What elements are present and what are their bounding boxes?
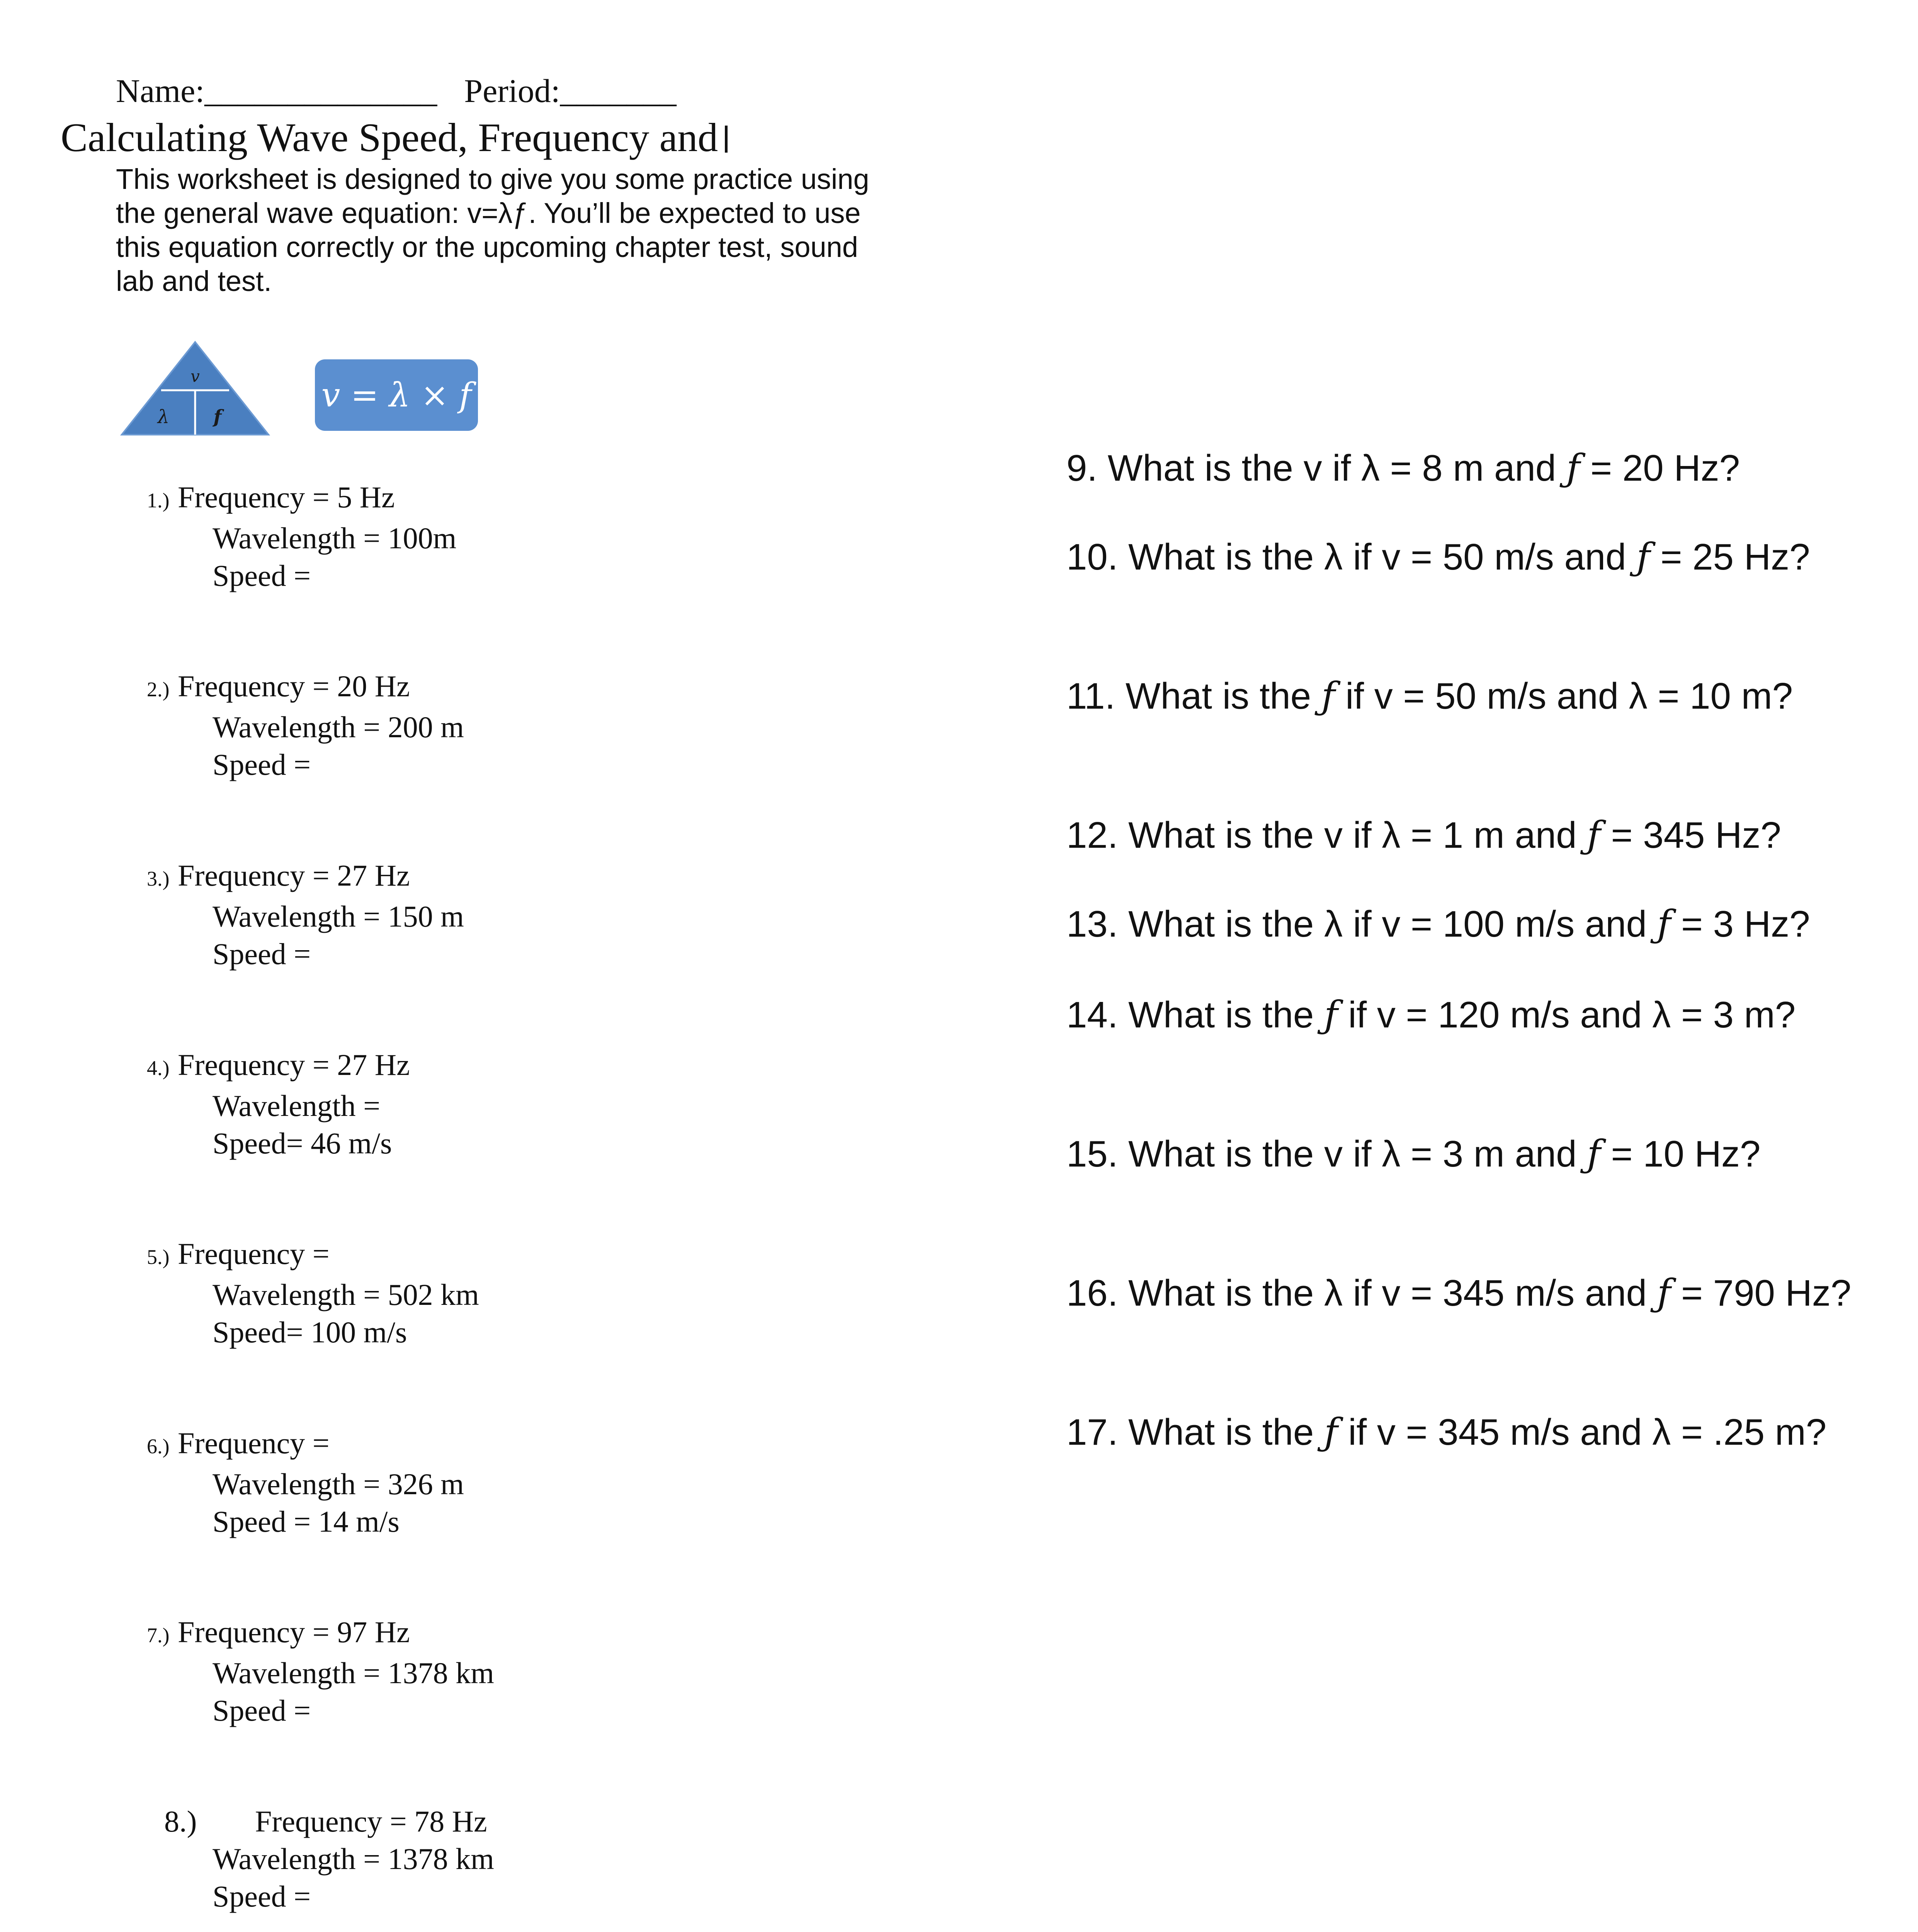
f-symbol: ƒ: [1657, 1271, 1671, 1315]
f-symbol: ƒ: [1657, 902, 1671, 946]
question-text-start: 12. What is the v if λ = 1 m and: [1066, 815, 1587, 856]
problem-6: [147, 1424, 464, 1540]
question-text-end: = 25 Hz?: [1650, 536, 1810, 578]
problem-number: 7.): [147, 1624, 170, 1647]
question-14: [1066, 993, 1796, 1036]
problem-number: 5.): [147, 1245, 170, 1269]
f-symbol: ƒ: [1587, 1132, 1601, 1175]
question-text-end: = 3 Hz?: [1671, 903, 1810, 945]
problem-speed: Speed= 46 m/s: [213, 1126, 392, 1160]
question-text-start: 14. What is the: [1066, 994, 1324, 1036]
question-12: [1066, 813, 1781, 857]
problem-frequency: Frequency = 20 Hz: [178, 669, 410, 703]
problem-number: 8.): [164, 1804, 197, 1838]
problem-wavelength: Wavelength = 1378 km: [213, 1656, 494, 1690]
problem-frequency: Frequency = 27 Hz: [178, 1048, 410, 1082]
question-15: [1066, 1132, 1760, 1175]
title-text: Calculating Wave Speed, Frequency and: [61, 115, 718, 160]
problem-frequency: Frequency = 27 Hz: [178, 859, 410, 892]
problem-number: 1.): [147, 489, 170, 512]
question-11: [1066, 674, 1793, 718]
problem-frequency: Frequency = 5 Hz: [178, 480, 395, 514]
problem-frequency: Frequency = 97 Hz: [178, 1615, 410, 1649]
triangle-v: v: [190, 367, 200, 386]
problem-wavelength: Wavelength = 502 km: [213, 1278, 479, 1311]
f-symbol: ƒ: [1566, 446, 1580, 490]
problem-8: [147, 1803, 494, 1915]
problem-number: 6.): [147, 1435, 170, 1458]
problem-2: [147, 667, 464, 783]
page-title: [61, 114, 728, 161]
problem-speed: Speed =: [213, 1694, 311, 1727]
triangle-f: f: [213, 406, 222, 428]
problem-speed: Speed =: [213, 1879, 311, 1913]
question-text-start: 13. What is the λ if v = 100 m/s and: [1066, 903, 1657, 945]
question-text-end: = 790 Hz?: [1671, 1272, 1852, 1314]
wave-triangle-icon: [118, 336, 272, 439]
problem-wavelength: Wavelength = 200 m: [213, 710, 464, 744]
f-symbol: ƒ: [1321, 674, 1335, 718]
question-text-start: 15. What is the v if λ = 3 m and: [1066, 1133, 1587, 1175]
question-text-start: 9. What is the v if λ = 8 m and: [1066, 447, 1566, 489]
f-symbol: ƒ: [1324, 993, 1338, 1036]
question-text-end: if v = 120 m/s and λ = 3 m?: [1338, 994, 1796, 1036]
problem-wavelength: Wavelength = 100m: [213, 521, 457, 555]
problem-wavelength: Wavelength = 1378 km: [213, 1842, 494, 1876]
problem-frequency: Frequency =: [178, 1426, 330, 1460]
question-16: [1066, 1271, 1851, 1315]
question-10: [1066, 535, 1810, 578]
question-13: [1066, 902, 1810, 946]
problem-speed: Speed =: [213, 559, 311, 592]
question-text-end: if v = 345 m/s and λ = .25 m?: [1338, 1412, 1827, 1453]
problem-speed: Speed =: [213, 937, 311, 971]
problem-3: [147, 857, 464, 973]
problem-frequency: Frequency = 78 Hz: [255, 1804, 487, 1838]
equation-badge: v = λ × f: [315, 359, 478, 431]
question-text-end: = 20 Hz?: [1580, 447, 1740, 489]
problem-wavelength: Wavelength = 326 m: [213, 1467, 464, 1501]
problem-speed: Speed =: [213, 748, 311, 781]
problem-number: 4.): [147, 1056, 170, 1080]
triangle-lambda: λ: [157, 406, 170, 428]
problem-number: 3.): [147, 867, 170, 890]
f-symbol: ƒ: [1587, 813, 1601, 857]
problem-7: [147, 1613, 494, 1729]
problem-1: [147, 478, 456, 594]
problem-wavelength: Wavelength =: [213, 1089, 381, 1122]
question-17: [1066, 1410, 1826, 1454]
period-label: Period:_______: [464, 72, 677, 109]
problem-4: [147, 1046, 410, 1162]
question-text-start: 11. What is the: [1066, 675, 1321, 717]
f-symbol: ƒ: [1324, 1410, 1338, 1454]
header-line: [116, 71, 677, 110]
question-text-end: = 345 Hz?: [1600, 815, 1781, 856]
f-symbol: ƒ: [1636, 535, 1650, 578]
problem-5: [147, 1235, 479, 1351]
text-cursor: [725, 126, 728, 153]
problem-frequency: Frequency =: [178, 1237, 330, 1270]
question-text-start: 16. What is the λ if v = 345 m/s and: [1066, 1272, 1657, 1314]
intro-paragraph: This worksheet is designed to give you some practice using the general wave equation: v=λƒ. You’ll be expected to use this equation correctly or the upcoming chapter test, sound lab and test.: [116, 163, 869, 297]
question-text-start: 10. What is the λ if v = 50 m/s and: [1066, 536, 1637, 578]
question-9: [1066, 446, 1740, 490]
problem-wavelength: Wavelength = 150 m: [213, 900, 464, 933]
problem-number: 2.): [147, 678, 170, 701]
question-text-end: if v = 50 m/s and λ = 10 m?: [1335, 675, 1793, 717]
problem-speed: Speed= 100 m/s: [213, 1315, 407, 1349]
question-text-start: 17. What is the: [1066, 1412, 1324, 1453]
question-text-end: = 10 Hz?: [1600, 1133, 1761, 1175]
problem-speed: Speed = 14 m/s: [213, 1505, 400, 1538]
name-label: Name:______________: [116, 72, 437, 109]
